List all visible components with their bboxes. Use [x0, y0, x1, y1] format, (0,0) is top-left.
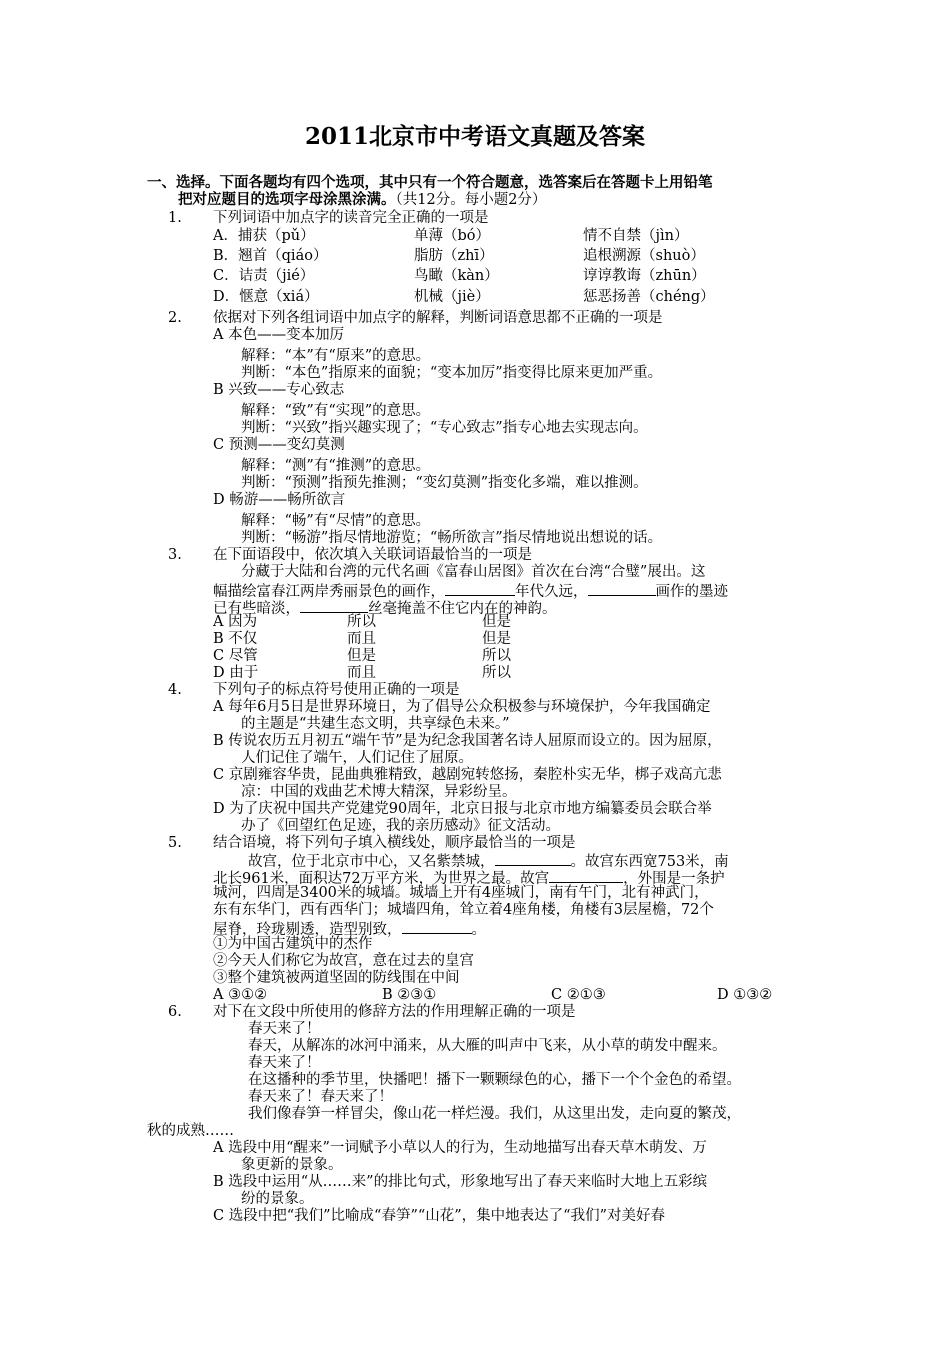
q3-blank-3 — [300, 598, 368, 613]
q5-blank-3 — [402, 919, 472, 934]
q3-option-b3: 但是 — [482, 631, 511, 647]
q3-option-a3: 但是 — [482, 614, 511, 630]
q1-option-a3: 情不自禁（jìn） — [583, 228, 689, 244]
q4-option-a-cont: 的主题是“共建生态文明，共享绿色未来。” — [241, 716, 510, 732]
q5-option-a: A ③①② — [213, 987, 268, 1003]
q3-passage-2b: 年代久远， — [515, 584, 588, 600]
q6-poem-6: 我们像春笋一样冒尖，像山花一样烂漫。我们，从这里出发，走向夏的繁茂， — [248, 1106, 741, 1122]
section-heading-bold: 把对应题目的选项字母涂黑涂满。 — [178, 191, 396, 208]
q3-stem: 在下面语段中，依次填入关联词语最恰当的一项是 — [213, 547, 532, 563]
q3-option-b2: 而且 — [347, 631, 376, 647]
q4-option-c-cont: 凉：中国的戏曲艺术博大精深，异彩纷呈。 — [241, 784, 517, 800]
q2-c-judge: 判断：“预测”指预先推测；“变幻莫测”指变化多端，难以推测。 — [241, 475, 648, 491]
q5-option-c: C ②①③ — [551, 987, 606, 1003]
q5-passage-2b: ，外围是一条护 — [623, 871, 725, 887]
q5-passage-5a: 屋脊，玲珑剔透，造型别致， — [213, 922, 402, 938]
q6-poem-2: 春天，从解冻的冰河中涌来，从大雁的叫声中飞来，从小草的萌发中醒来。 — [248, 1038, 727, 1054]
q3-passage-2a: 幅描绘富春江两岸秀丽景色的画作， — [213, 584, 445, 600]
q2-b-judge: 判断：“兴致”指兴趣实现了；“专心致志”指专心地去实现志向。 — [241, 420, 648, 436]
q2-c-explain: 解释：“测”有“推测”的意思。 — [241, 458, 431, 474]
q5-stem: 结合语境，将下列句子填入横线处，顺序最恰当的一项是 — [213, 835, 576, 851]
q3-blank-2 — [588, 581, 656, 596]
q1-number: 1. — [168, 210, 182, 226]
q5-blank-2 — [549, 868, 623, 883]
q1-option-c1: C．诘责（jié） — [213, 268, 315, 284]
section-heading: 一、选择。下面各题均有四个选项，其中只有一个符合题意，选答案后在答题卡上用铅笔 — [147, 174, 713, 191]
q6-poem-1: 春天来了！ — [248, 1021, 321, 1037]
q5-item-2: ②今天人们称它为故宫，意在过去的皇宫 — [213, 953, 474, 969]
q1-option-d3: 惩恶扬善（chéng） — [583, 289, 715, 305]
q2-stem: 依据对下列各组词语中加点字的解释，判断词语意思都不正确的一项是 — [213, 310, 663, 326]
q4-option-d-cont: 办了《回望红色足迹，我的亲历感动》征文活动。 — [241, 818, 560, 834]
q3-option-c2: 但是 — [347, 648, 376, 664]
q6-stem: 对下在文段中所使用的修辞方法的作用理解正确的一项是 — [213, 1004, 576, 1020]
q4-number: 4. — [168, 682, 182, 698]
q5-passage-1a: 故宫，位于北京市中心，又名紫禁城， — [248, 854, 495, 870]
section-heading-line2 — [178, 191, 546, 209]
section-heading-note: （共12分。每小题2分） — [395, 192, 547, 208]
q5-passage-5b: 。 — [471, 922, 486, 938]
q4-stem: 下列句子的标点符号使用正确的一项是 — [213, 682, 460, 698]
q3-number: 3. — [168, 547, 182, 563]
q3-option-d3: 所以 — [482, 665, 511, 681]
q5-item-3: ③整个建筑被两道坚固的防线围在中间 — [213, 970, 460, 986]
q2-a-explain: 解释：“本”有“原来”的意思。 — [241, 348, 431, 364]
q1-option-c2: 鸟瞰（kàn） — [414, 268, 499, 284]
q1-option-b1: B．翘首（qiáo） — [213, 248, 328, 264]
q1-stem: 下列词语中加点字的读音完全正确的一项是 — [213, 210, 489, 226]
q2-option-a: A 本色——变本加厉 — [213, 327, 345, 343]
q1-option-b2: 脂肪（zhī） — [414, 248, 494, 264]
q5-number: 5. — [168, 835, 182, 851]
q4-option-d: D 为了庆祝中国共产党建党90周年，北京日报与北京市地方编纂委员会联合举 — [213, 801, 712, 817]
q3-passage-1: 分藏于大陆和台湾的元代名画《富春山居图》首次在台湾“合璧”展出。这 — [241, 564, 706, 580]
q2-a-judge: 判断：“本色”指原来的面貌；“变本加厉”指变得比原来更加严重。 — [241, 365, 663, 381]
q2-option-b: B 兴致——专心致志 — [213, 382, 345, 398]
q6-option-b-cont: 纷的景象。 — [241, 1191, 314, 1207]
q6-poem-5: 春天来了！春天来了！ — [248, 1089, 393, 1105]
q3-option-d2: 而且 — [347, 665, 376, 681]
page-title: 2011北京市中考语文真题及答案 — [304, 123, 645, 150]
q6-option-c: C 选段中把“我们”比喻成“春笋”“山花”，集中地表达了“我们”对美好春 — [213, 1208, 666, 1224]
q1-option-d2: 机械（jiè） — [414, 289, 490, 305]
q3-option-b1: B 不仅 — [213, 631, 258, 647]
q2-d-judge: 判断：“畅游”指尽情地游览；“畅所欲言”指尽情地说出想说的话。 — [241, 530, 663, 546]
q6-poem-3: 春天来了！ — [248, 1055, 321, 1071]
q6-poem-4: 在这播种的季节里，快播吧！播下一颗颗绿色的心，播下一个个金色的希望。 — [248, 1072, 741, 1088]
q6-option-a: A 选段中用“醒来”一词赋予小草以人的行为，生动地描写出春天草木萌发、万 — [213, 1140, 707, 1156]
q1-option-d1: D．惬意（xiá） — [213, 289, 319, 305]
q2-option-d: D 畅游——畅所欲言 — [213, 492, 346, 508]
q3-option-a1: A 因为 — [213, 614, 258, 630]
q2-number: 2. — [168, 310, 182, 326]
q6-number: 6. — [168, 1004, 182, 1020]
q3-option-d1: D 由于 — [213, 665, 259, 681]
q3-passage-3a: 已有些暗淡， — [213, 601, 300, 617]
q3-option-c1: C 尽管 — [213, 648, 258, 664]
q1-option-b3: 追根溯源（shuò） — [583, 248, 705, 264]
q2-d-explain: 解释：“畅”有“尽情”的意思。 — [241, 513, 431, 529]
q3-option-a2: 所以 — [347, 614, 376, 630]
q5-item-1: ①为中国古建筑中的杰作 — [213, 936, 373, 952]
q6-option-b: B 选段中运用“从……来”的排比句式，形象地写出了春天来临时大地上五彩缤 — [213, 1174, 708, 1190]
q3-passage-3b: 丝毫掩盖不住它内在的神韵。 — [368, 601, 557, 617]
q4-option-b-cont: 人们记住了端午，人们记住了屈原。 — [241, 750, 473, 766]
q5-option-d: D ①③② — [717, 987, 773, 1003]
q4-option-b: B 传说农历五月初五“端午节”是为纪念我国著名诗人屈原而设立的。因为屈原， — [213, 733, 722, 749]
q1-option-a1: A．捕获（pǔ） — [213, 228, 315, 244]
q3-passage-2c: 画作的墨迹 — [655, 584, 728, 600]
q5-blank-1 — [495, 851, 571, 866]
q5-passage-4: 东有东华门，西有西华门；城墙四角，耸立着4座角楼，角楼有3层屋檐，72个 — [213, 902, 714, 918]
q4-option-c: C 京剧雍容华贵，昆曲典雅精致，越剧宛转悠扬，秦腔朴实无华，梆子戏高亢悲 — [213, 767, 722, 783]
q5-passage-3: 城河，四周是3400米的城墙。城墙上开有4座城门，南有午门，北有神武门， — [213, 885, 709, 901]
q6-poem-7: 秋的成熟…… — [147, 1123, 234, 1139]
q3-blank-1 — [445, 581, 515, 596]
q5-passage-1b: 。故宫东西宽753米，南 — [570, 854, 729, 870]
q1-option-a2: 单薄（bó） — [414, 228, 491, 244]
q5-option-b: B ②③① — [382, 987, 437, 1003]
q4-option-a: A 每年6月5日是世界环境日，为了倡导公众积极参与环境保护，今年我国确定 — [213, 699, 711, 715]
q1-option-c3: 谆谆教诲（zhūn） — [583, 268, 706, 284]
q5-passage-2a: 北长961米，面积达72万平方米，为世界之最。故宫 — [213, 871, 550, 887]
q3-option-c3: 所以 — [482, 648, 511, 664]
q6-option-a-cont: 象更新的景象。 — [241, 1157, 343, 1173]
q2-option-c: C 预测——变幻莫测 — [213, 437, 345, 453]
q2-b-explain: 解释：“致”有“实现”的意思。 — [241, 403, 431, 419]
